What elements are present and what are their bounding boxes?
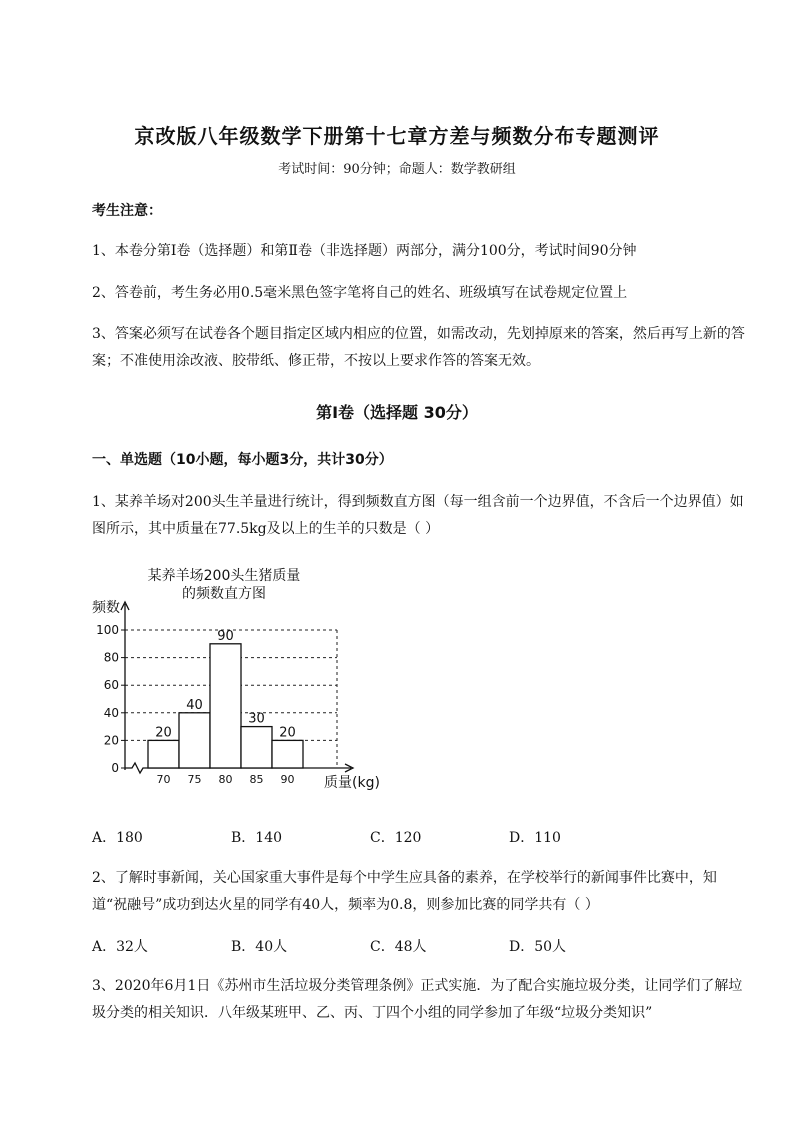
q2-option-d[interactable]: D．50人 [509, 939, 567, 955]
bar-data-label: 20 [279, 725, 296, 741]
y-tick-label: 0 [111, 761, 119, 775]
q2-option-c[interactable]: C．48人 [370, 939, 427, 955]
y-tick-label: 60 [103, 678, 119, 693]
histogram-bar [272, 740, 303, 768]
section-title: 第I卷（选择题 30分） [316, 403, 478, 422]
x-tick-label: 80 [218, 773, 233, 786]
y-axis-label: 频数 [92, 600, 120, 616]
x-tick-label: 75 [187, 773, 202, 786]
q2-option-a[interactable]: A．32人 [92, 939, 148, 955]
q1-option-b[interactable]: B．140 [231, 830, 283, 846]
chart-title-line: 某养羊场200头生猪质量 [147, 568, 301, 584]
histogram-figure [88, 562, 398, 797]
question-1-text: 1、某养羊场对200头生羊量进行统计，得到频数直方图（每一组含前一个边界值，不含后一个边界值）如图所示，其中质量在77.5kg及以上的生羊的只数是（ ） [92, 494, 744, 537]
bar-data-label: 30 [248, 711, 265, 727]
q1-option-a[interactable]: A．180 [92, 830, 143, 846]
notice-item-2: 2、答卷前，考生务必用0.5毫米黑色签字笔将自己的姓名、班级填写在试卷规定位置上 [92, 285, 628, 301]
notice-item-1: 1、本卷分第I卷（选择题）和第Ⅱ卷（非选择题）两部分，满分100分，考试时间90分钟 [92, 243, 637, 259]
question-2-text: 2、了解时事新闻，关心国家重大事件是每个中学生应具备的素养，在学校举行的新闻事件比赛中，知道“祝融号”成功到达火星的同学有40人，频率为0.8，则参加比赛的同学共有（ ） [92, 870, 717, 913]
bar-data-label: 90 [217, 628, 234, 644]
document-title: 京改版八年级数学下册第十七章方差与频数分布专题测评 [134, 124, 660, 148]
x-tick-label: 85 [249, 773, 264, 786]
chart-title-line: 的频数直方图 [182, 586, 266, 602]
q1-option-d[interactable]: D．110 [509, 830, 561, 846]
notice-item-3: 3、答案必须写在试卷各个题目指定区域内相应的位置，如需改动，先划掉原来的答案，然后再写上新的答案；不准使用涂改液、胶带纸、修正带，不按以上要求作答的答案无效。 [92, 326, 745, 369]
question-3-text: 3、2020年6月1日《苏州市生活垃圾分类管理条例》正式实施．为了配合实施垃圾分类，让同学们了解垃圾分类的相关知识．八年级某班甲、乙、丙、丁四个小组的同学参加了年级“垃圾分类知识” [92, 978, 743, 1021]
bar-data-label: 40 [186, 697, 203, 713]
y-tick-label: 100 [96, 623, 119, 637]
y-tick-label: 40 [103, 705, 119, 720]
notice-heading: 考生注意： [92, 203, 162, 219]
histogram-chart [88, 562, 398, 797]
q1-option-c[interactable]: C．120 [370, 830, 422, 846]
q2-option-b[interactable]: B．40人 [231, 939, 288, 955]
x-axis-label: 质量(kg) [324, 775, 380, 791]
histogram-bar [210, 644, 241, 768]
x-tick-label: 90 [280, 773, 295, 786]
histogram-bar [241, 727, 272, 768]
histogram-bar [179, 713, 210, 768]
part-heading: 一、单选题（10小题，每小题3分，共计30分） [92, 452, 393, 468]
histogram-bar [148, 740, 179, 768]
document-subtitle: 考试时间：90分钟；命题人：数学教研组 [278, 162, 516, 177]
y-tick-label: 20 [103, 733, 119, 748]
x-tick-label: 70 [156, 773, 171, 786]
y-tick-label: 80 [103, 650, 119, 665]
bar-data-label: 20 [155, 725, 172, 741]
